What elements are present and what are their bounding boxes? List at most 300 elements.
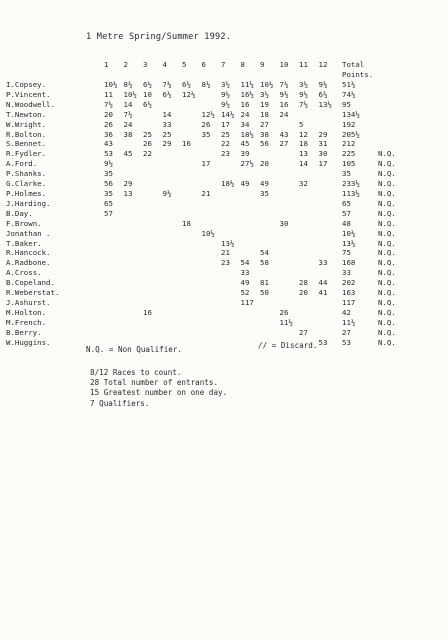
race-score-cell [182,189,202,199]
race-score-cell [163,248,183,258]
race-score-cell: 24 [123,119,133,129]
race-score-cell [163,268,183,278]
total-points-cell: 48 [342,218,351,228]
race-score-cell: 65 [104,198,113,208]
race-score-cell: 31 [318,139,328,149]
race-score-cell [143,209,163,219]
race-score-cell [163,278,183,288]
table-row [6,179,406,189]
race-score-cell [260,209,280,219]
race-score-cell [182,159,202,169]
race-score-cell: 18½ [221,179,235,189]
race-score-cell: 26 [279,307,289,317]
race-score-cell: 22 [221,139,230,149]
race-score-cell [221,159,241,169]
race-score-cell [241,219,261,229]
race-score-cell: 25 [143,129,152,139]
race-score-cell: 35 [201,129,211,139]
race-score-cell: 117 [240,297,254,307]
competitor-name: R.Weberstat. [6,288,60,298]
race-score-cell: 9½ [221,99,230,109]
round-number-header: 8 [240,60,245,69]
race-score-cell: 25 [162,129,172,139]
race-score-cell [143,318,163,328]
race-score-cell [299,308,319,318]
race-score-cell [280,268,300,278]
race-score-cell [104,328,124,338]
race-score-cell [124,308,144,318]
race-score-cell: 17 [221,119,230,129]
total-points-cell: 105 [342,159,356,169]
race-score-cell [260,169,280,179]
race-score-cell: 13½ [318,99,332,109]
race-score-cell [202,338,222,348]
table-row [6,278,406,288]
race-score-cell [260,229,280,239]
competitor-name: F.Brown. [6,218,42,228]
race-score-cell: 44 [318,278,328,288]
race-score-cell: 14 [123,99,133,109]
race-score-cell [182,149,202,159]
total-points-cell: 168 [342,258,356,268]
race-score-cell [221,318,241,328]
table-row [6,159,406,169]
race-score-cell: 13 [299,149,308,159]
race-score-cell: 5 [299,119,304,129]
race-score-cell [202,219,222,229]
round-number-header: 11 [299,60,308,69]
race-score-cell [319,328,339,338]
round-number-header: 4 [162,60,167,69]
competitor-name: M.Holton. [6,307,47,317]
race-score-cell: 6½ [182,80,191,89]
race-score-cell [182,328,202,338]
race-score-cell [299,229,319,239]
race-score-cell [241,248,261,258]
race-score-cell [221,219,241,229]
race-score-cell [143,288,163,298]
race-score-cell [319,268,339,278]
race-score-cell [319,298,339,308]
race-score-cell [319,120,339,130]
table-row [6,268,406,278]
total-points-cell: 113½ [342,188,360,198]
competitor-name: P.Shanks. [6,169,47,179]
race-score-cell [280,298,300,308]
race-score-cell [221,209,241,219]
race-score-cell [202,90,222,100]
race-score-cell: 9½ [104,159,113,169]
race-score-cell [280,199,300,209]
round-number-header: 10 [279,60,289,69]
race-score-cell: 50 [260,288,269,298]
competitor-name: Jonathan . [6,228,51,238]
race-score-cell [182,298,202,308]
race-score-cell: 21 [221,248,230,258]
race-score-cell [280,229,300,239]
race-score-cell [221,199,241,209]
total-points-cell: 202 [342,278,356,288]
race-score-cell: 27½ [240,159,254,169]
race-score-cell: 54 [260,248,269,258]
race-score-cell [202,239,222,249]
competitor-name: T.Baker. [6,238,42,248]
table-row [6,199,406,209]
race-score-cell: 32 [299,179,308,189]
race-score-cell [202,248,222,258]
table-row [6,318,406,328]
race-score-cell [163,229,183,239]
race-score-cell [299,268,319,278]
race-score-cell: 11 [104,89,113,99]
race-score-cell [319,110,339,120]
race-score-cell [163,318,183,328]
race-score-cell: 27 [299,327,308,337]
race-score-cell: 24 [240,109,250,119]
qualifier-status [378,120,406,130]
race-score-cell [221,308,241,318]
race-score-cell: 24 [279,109,289,119]
race-score-cell: 49 [240,278,250,288]
race-score-cell: 18½ [240,129,254,139]
race-score-cell: 19 [260,99,269,109]
qualifier-status [378,90,406,100]
qualifier-status: N.Q. [378,188,396,198]
race-score-cell: 14 [299,159,308,169]
qualifier-status: N.Q. [378,179,396,189]
race-score-cell [143,298,163,308]
competitor-name: I.Copsey. [6,80,47,89]
stat-line: 7 Qualifiers. [90,398,150,408]
total-points-cell: 27 [342,327,351,337]
race-score-cell [202,318,222,328]
race-score-cell [241,209,261,219]
race-score-cell [280,159,300,169]
qualifier-status [378,139,406,149]
race-score-cell: 6½ [143,99,152,109]
race-score-cell: 14 [162,109,172,119]
round-number-header: 7 [221,60,226,69]
race-score-cell: 52 [240,288,250,298]
race-score-cell [182,100,202,110]
race-score-cell [202,139,222,149]
qualifier-status: N.Q. [378,218,396,228]
race-score-cell: 9½ [279,89,289,99]
race-score-cell [221,328,241,338]
race-score-cell [202,278,222,288]
total-points-cell: 192 [342,119,356,129]
race-score-cell [182,130,202,140]
race-score-cell [241,189,261,199]
race-score-cell [163,308,183,318]
competitor-name: S.Bennet. [6,139,47,149]
header-name-spacer [6,60,104,80]
race-score-cell: 17 [318,159,328,169]
race-score-cell [299,318,319,328]
race-score-cell: 22 [143,149,152,159]
race-score-cell: 3½ [221,80,230,89]
race-score-cell: 53 [318,337,328,347]
race-score-cell [299,110,319,120]
qualifier-status: N.Q. [378,288,396,298]
race-score-cell [104,308,124,318]
race-score-cell [104,258,124,268]
total-points-cell: 65 [342,198,351,208]
table-row [6,120,406,130]
race-score-cell [280,239,300,249]
race-score-cell [221,278,241,288]
race-score-cell [202,258,222,268]
total-header-line: Points. [342,70,374,79]
table-row [6,219,406,229]
race-score-cell: 30 [318,149,328,159]
race-score-cell [202,199,222,209]
race-score-cell: 26 [143,139,152,149]
race-score-cell [202,308,222,318]
page-title: 1 Metre Spring/Summer 1992. [86,32,232,42]
race-score-cell [260,308,280,318]
race-score-cell: 33 [162,119,172,129]
race-score-cell [143,328,163,338]
race-score-cell [260,328,280,338]
qualifier-status: N.Q. [378,248,396,258]
race-score-cell [163,288,183,298]
race-score-cell [280,288,300,298]
race-score-cell [280,278,300,288]
race-score-cell [104,318,124,328]
race-score-cell [182,209,202,219]
race-score-cell [299,219,319,229]
race-score-cell [299,169,319,179]
race-score-cell [182,169,202,179]
race-score-cell: 20 [104,109,113,119]
race-score-cell [202,298,222,308]
race-score-cell [143,229,163,239]
table-body [6,80,406,347]
race-score-cell [143,268,163,278]
race-score-cell [202,209,222,219]
table-row [6,110,406,120]
race-score-cell: 43 [279,129,289,139]
race-score-cell [299,248,319,258]
qualifier-status: N.Q. [378,297,396,307]
total-points-cell: 75 [342,248,351,258]
race-score-cell: 7½ [299,99,308,109]
race-score-cell [260,318,280,328]
race-score-cell [143,179,163,189]
race-score-cell: 10 [143,89,152,99]
race-score-cell: 28 [299,278,308,288]
header-nq-spacer [378,60,406,80]
race-score-cell [260,268,280,278]
race-score-cell [260,149,280,159]
race-score-cell [163,149,183,159]
race-score-cell: 38 [123,129,133,139]
race-score-cell [280,258,300,268]
total-points-cell: 57 [342,208,351,218]
race-score-cell [163,100,183,110]
race-score-cell [319,199,339,209]
total-points-cell: 42 [342,307,351,317]
race-score-cell: 16½ [240,89,254,99]
race-score-cell [182,110,202,120]
round-number-header: 12 [318,60,328,69]
race-score-cell [143,159,163,169]
race-score-cell: 10½ [201,228,215,238]
table-row [6,100,406,110]
qualifier-status [378,100,406,110]
race-score-cell: 10½ [123,89,137,99]
race-score-cell: 26 [104,119,113,129]
total-points-cell: 74½ [342,89,356,99]
race-score-cell [143,278,163,288]
table-header [6,60,406,80]
race-score-cell: 34 [240,119,250,129]
race-score-cell [182,179,202,189]
total-points-cell: 163 [342,288,356,298]
race-score-cell [104,229,124,239]
race-score-cell [260,199,280,209]
race-score-cell [260,239,280,249]
race-score-cell: 9½ [162,188,172,198]
race-score-cell: 36 [104,129,113,139]
table-row [6,90,406,100]
race-score-cell: 7½ [123,109,133,119]
race-score-cell: 45 [123,149,133,159]
race-score-cell: 57 [104,208,113,218]
round-number-header: 5 [182,60,187,69]
stat-line: 8/12 Races to count. [90,368,182,377]
race-score-cell [221,189,241,199]
race-score-cell [280,328,300,338]
competitor-name: A.Radbone. [6,258,51,268]
round-number-header: 1 [104,60,109,69]
race-score-cell: 25 [221,129,230,139]
race-score-cell [319,248,339,258]
total-points-cell: 95 [342,99,351,109]
qualifier-status: N.Q. [378,198,396,208]
qualifier-status: N.Q. [378,278,396,288]
race-score-cell [241,239,261,249]
race-score-cell: 54 [240,258,250,268]
qualifier-status: N.Q. [378,159,396,169]
qualifier-status: N.Q. [378,337,396,347]
race-score-cell [280,179,300,189]
race-score-cell [143,110,163,120]
race-score-cell [182,308,202,318]
total-points-cell: 225 [342,149,356,159]
race-score-cell: 38 [260,129,269,139]
race-score-cell: 27 [260,119,269,129]
race-score-cell: 20 [299,288,308,298]
race-score-cell [202,288,222,298]
race-score-cell [182,288,202,298]
race-score-cell [104,239,124,249]
race-score-cell: 39 [240,149,250,159]
round-number-header: 9 [260,60,265,69]
qualifier-status [378,130,406,140]
race-score-cell [299,199,319,209]
race-score-cell: 49 [260,179,269,189]
race-score-cell: 53 [104,149,113,159]
race-score-cell [104,268,124,278]
race-score-cell [124,209,144,219]
race-score-cell [124,258,144,268]
race-score-cell: 14½ [221,109,235,119]
round-number-header: 2 [123,60,128,69]
total-points-cell: 13½ [342,238,356,248]
race-score-cell: 12½ [201,109,215,119]
competitor-name: R.Bolton. [6,129,47,139]
race-score-cell [202,100,222,110]
race-score-cell [319,318,339,328]
race-score-cell [319,219,339,229]
race-stats [90,368,227,409]
race-score-cell: 33 [240,268,250,278]
competitor-name: P.Vincent. [6,89,51,99]
total-points-cell: 51½ [342,80,356,89]
race-score-cell [124,239,144,249]
race-score-cell [241,308,261,318]
race-score-cell [319,209,339,219]
race-score-cell: 11½ [240,80,254,89]
race-score-cell [241,229,261,239]
race-score-cell [260,219,280,229]
competitor-name: P.Holmes. [6,188,47,198]
race-score-cell [163,298,183,308]
stat-line: 28 Total number of entrants. [90,378,219,388]
race-score-cell: 30 [279,218,289,228]
total-points-cell: 134½ [342,109,360,119]
table-row [6,189,406,199]
qualifier-status [378,110,406,120]
race-score-cell [319,308,339,318]
competitor-name: B.Berry. [6,327,42,337]
round-number-header: 6 [201,60,206,69]
race-score-cell: 9½ [299,89,308,99]
competitor-name: G.Clarke. [6,179,47,189]
race-score-cell: 21 [201,188,211,198]
race-score-cell [143,120,163,130]
race-score-cell [299,298,319,308]
race-score-cell: 13 [123,188,133,198]
race-score-cell [280,149,300,159]
table-row [6,258,406,268]
race-score-cell [143,248,163,258]
table-row [6,288,406,298]
total-points-cell: 205½ [342,129,360,139]
table-row [6,308,406,318]
race-score-cell [163,219,183,229]
race-score-cell [221,288,241,298]
race-score-cell: 18 [299,139,308,149]
total-header-line: Total [342,60,365,69]
race-score-cell: 11½ [279,317,293,327]
qualifier-status: N.Q. [378,228,396,238]
race-score-cell [202,179,222,189]
nq-legend-text: N.Q. = Non Qualifier. [86,345,183,354]
race-score-cell [163,199,183,209]
race-score-cell [143,219,163,229]
race-score-cell: 16 [240,99,250,109]
race-score-cell [104,219,124,229]
race-score-cell: 7½ [104,99,113,109]
race-score-cell [104,278,124,288]
stat-line: 15 Greatest number on one day. [90,388,228,398]
race-score-cell: 9½ [221,89,230,99]
table-row [6,80,406,90]
race-score-cell: 16 [182,139,191,149]
